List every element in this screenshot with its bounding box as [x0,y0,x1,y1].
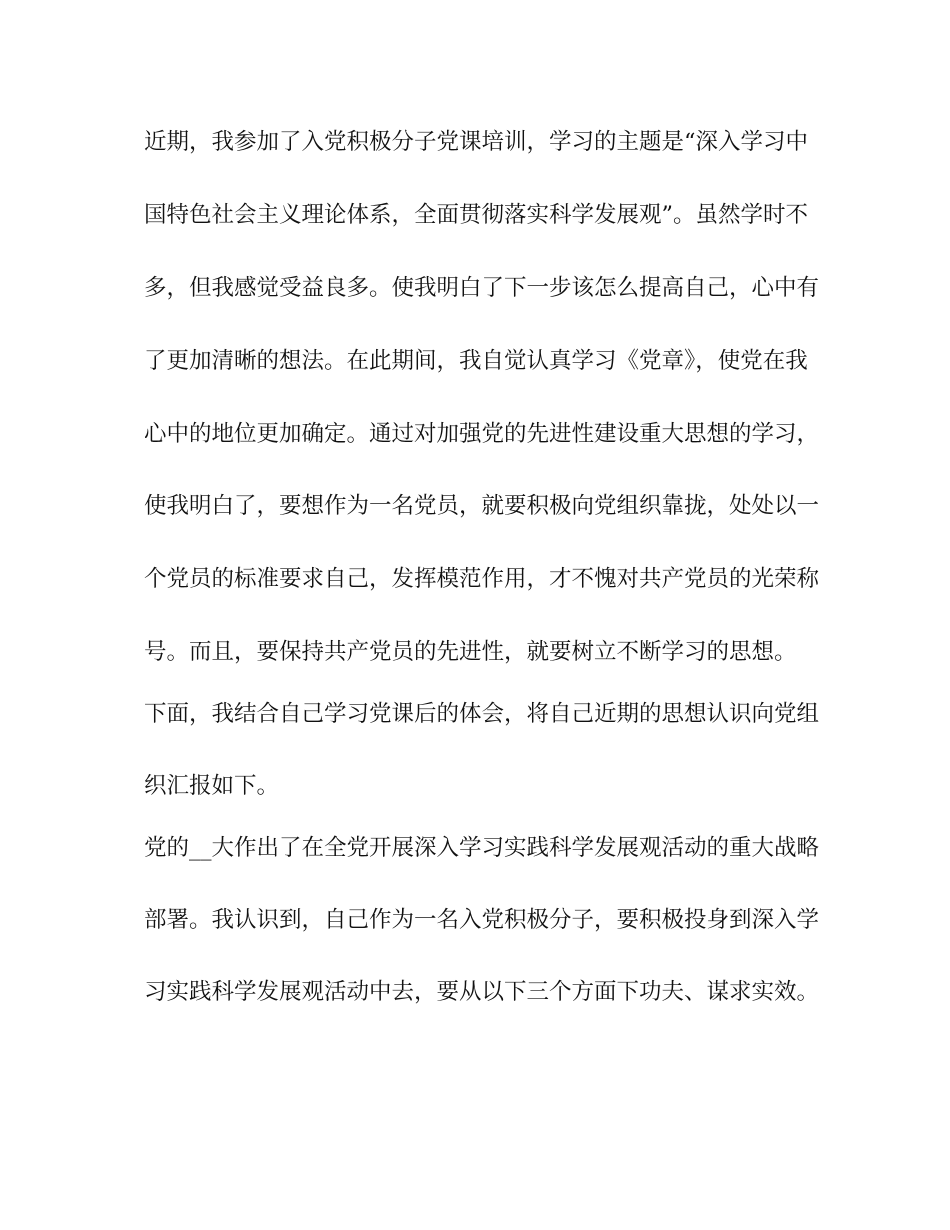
text-line: 下面，我结合自己学习党课后的体会，将自己近期的思想认识向党组 [144,701,820,727]
text-line: 了更加清晰的想法。在此期间，我自觉认真学习《党章》，使党在我 [144,348,808,374]
text-line: 部署。我认识到，自己作为一名入党积极分子，要积极投身到深入学 [144,907,820,933]
text-line: 近期，我参加了入党积极分子党课培训，学习的主题是“深入学习中 [144,129,809,155]
text-line: 使我明白了，要想作为一名党员，就要积极向党组织靠拢，处处以一 [144,493,820,519]
text-line: 号。而且，要保持共产党员的先进性，就要树立不断学习的思想。 [144,639,797,665]
text-line: 织汇报如下。 [144,773,280,799]
text-line: 多，但我感觉受益良多。使我明白了下一步该怎么提高自己，心中有 [144,275,820,301]
text-line: 国特色社会主义理论体系，全面贯彻落实科学发展观”。虽然学时不 [144,202,809,228]
text-line: 习实践科学发展观活动中去，要从以下三个方面下功夫、谋求实效。 [144,979,820,1005]
text-line: 个党员的标准要求自己，发挥模范作用，才不愧对共产党员的光荣称 [144,566,820,592]
text-line: 心中的地位更加确定。通过对加强党的先进性建设重大思想的学习， [144,421,820,447]
text-line: 党的__大作出了在全党开展深入学习实践科学发展观活动的重大战略 [144,835,820,861]
